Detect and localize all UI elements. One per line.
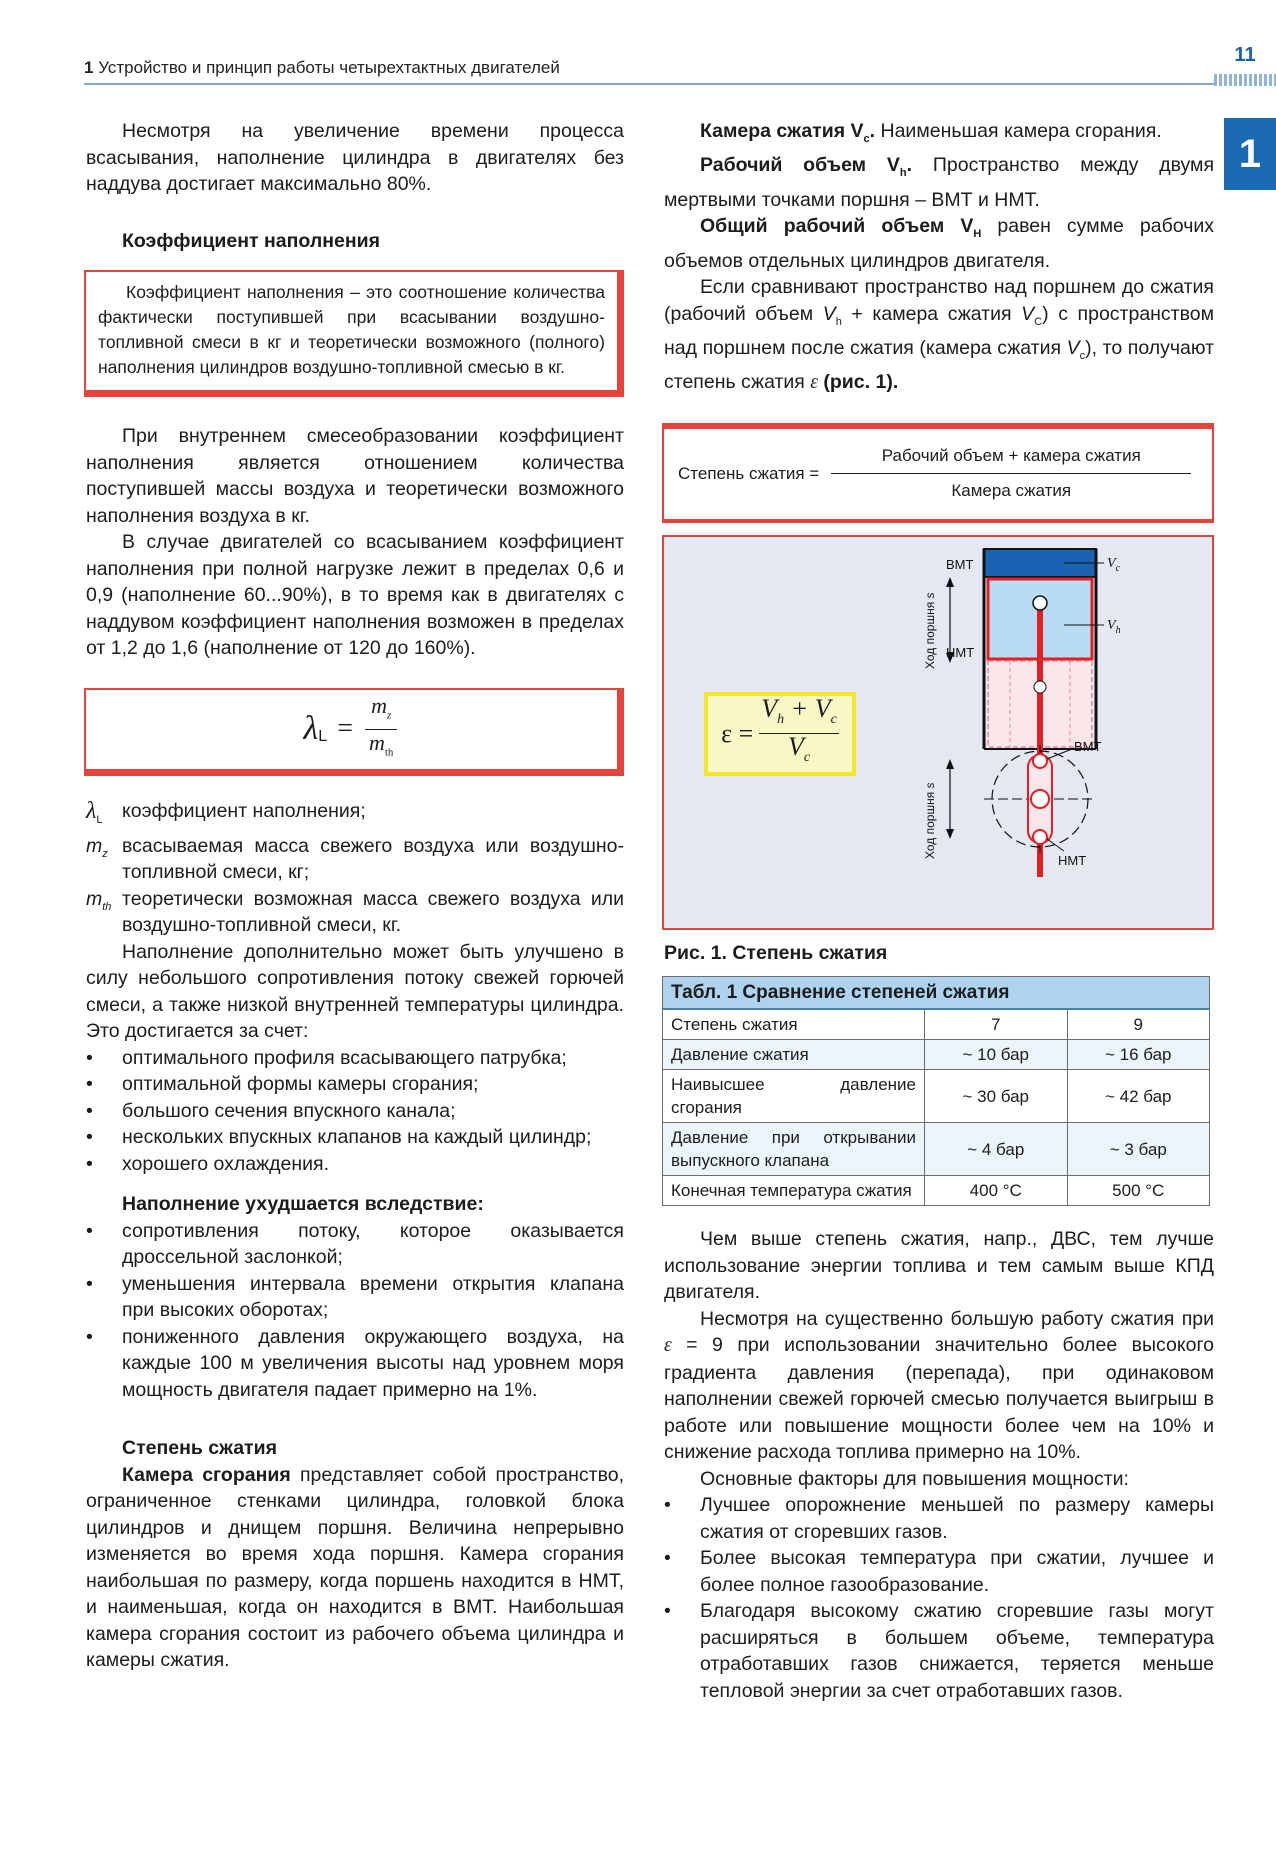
symbol-sub: th	[102, 900, 112, 913]
term-vn	[700, 215, 982, 241]
table-cell: Конечная температура сжатия	[663, 1176, 925, 1206]
running-header	[84, 58, 1214, 78]
ratio-fraction	[831, 443, 1191, 505]
list-item-text: Лучшее опорожнение меньшей по размеру камеры сжатия от сгоревших газов.	[700, 1494, 1214, 1543]
table-cell: ~ 42 бар	[1067, 1070, 1210, 1123]
label-nmt2: НМТ	[1058, 852, 1087, 868]
ff-vh-sub: h	[777, 711, 785, 727]
header-rule	[84, 83, 1214, 85]
list-item-text: хорошего охлаждения.	[122, 1152, 330, 1175]
formula-fraction	[363, 693, 399, 766]
label-vmt: ВМТ	[946, 556, 974, 572]
bullet-icon: •	[86, 1219, 93, 1242]
label-stroke2-text: Ход поршня	[923, 791, 937, 859]
paragraph-combustion-chamber	[86, 1462, 624, 1674]
bullet-icon: •	[664, 1600, 671, 1623]
combustion-chamber-text: представляет собой пространство, ограниченное стенками цилиндра, головкой блока цилиндров и днищем поршня. Величина непрерывно изменяется во время хода поршня. Камера сгорания наибольшая по размеру, когда поршень находится в НМТ, и наименьшая, когда он находится в ВМТ. Наибольшая камера сгорания состоит из рабочего объема цилиндра и камеры сжатия.	[86, 1463, 625, 1672]
stroke-arrow-up	[946, 577, 954, 587]
list-item-text: оптимальной формы камеры сгорания;	[122, 1073, 479, 1096]
symbol-key	[86, 798, 122, 833]
ff-plus-vc: + V	[790, 693, 831, 723]
list-item	[664, 1545, 1214, 1598]
heading-fill-worse: Наполнение ухудшается вследствие:	[122, 1193, 484, 1216]
list-item-text: Благодаря высокому сжатию сгоревшие газы могут расширяться в большем объеме, температура отработавших газов снижается, теряется меньше тепловой энергии за счет отработавших газов.	[700, 1600, 1214, 1702]
label-nmt: НМТ	[946, 644, 975, 660]
piston-pin	[1033, 596, 1047, 610]
symbol-char: λ	[86, 797, 97, 824]
list-item-text: большого сечения впускного канала;	[122, 1099, 456, 1122]
heading-compression: Степень сжатия	[122, 1437, 277, 1460]
definition-box	[84, 270, 624, 397]
compare-text: ) с пространством над поршнем после сжатия (камера сжатия	[664, 302, 1215, 360]
compare-epsilon: ε	[810, 372, 818, 394]
crank-pin-bottom	[1033, 830, 1047, 844]
left-column	[86, 118, 624, 1674]
list-item	[86, 1071, 624, 1098]
table-row	[663, 1123, 1210, 1176]
formula-numerator	[365, 693, 397, 730]
formula-num-sub: z	[387, 709, 392, 721]
list-item-text: Более высокая температура при сжатии, лучшее и более полное газообразование.	[700, 1547, 1214, 1596]
table-cell: 500 °C	[1067, 1176, 1210, 1206]
list-item	[86, 1045, 624, 1072]
bullet-icon: •	[664, 1494, 671, 1517]
list-item	[664, 1492, 1214, 1545]
crank-pin-mid	[1031, 790, 1049, 808]
ratio-numerator: Рабочий объем + камера сжатия	[831, 443, 1191, 475]
stroke2-arrow-down	[946, 829, 954, 839]
piston-pin-bdc	[1034, 681, 1046, 693]
ratio-label: Степень сжатия =	[678, 463, 820, 483]
list-item	[86, 1151, 624, 1178]
symbol-list	[86, 798, 624, 939]
symbol-key	[86, 886, 122, 939]
label-stroke-upper	[923, 592, 937, 669]
work-epsilon: ε	[664, 1335, 672, 1357]
table-cell: 400 °C	[925, 1176, 1068, 1206]
symbol-sub: z	[102, 847, 108, 860]
list-item	[86, 1324, 624, 1404]
symbol-desc: теоретически возможная масса свежего воздуха или воздушно-топливной смеси, кг.	[122, 887, 624, 937]
term-vh-sub: h	[899, 167, 907, 180]
term-vc-text: Наименьшая камера сгорания.	[880, 120, 1162, 142]
label-stroke2-sym: s	[923, 782, 937, 789]
symbol-desc: коэффициент наполнения;	[122, 799, 366, 822]
symbol-row	[86, 833, 624, 886]
comparison-table	[662, 976, 1210, 1206]
label-stroke-lower	[923, 782, 937, 859]
bullet-list-factors	[664, 1492, 1214, 1704]
compare-vc2: V	[1066, 337, 1080, 360]
work-text-b: = 9 при использовании значительно более высокого градиента давления (перепада), при одинаковом наполнении свежей горючей смесью получается выигрыш в работе или повышение мощности более чем на 10% и снижение расхода топлива примерно на 10%.	[664, 1334, 1214, 1464]
term-vh-label: Рабочий объем V	[700, 154, 900, 177]
label-vh-sub: h	[1115, 624, 1121, 636]
symbol-char: m	[86, 834, 103, 857]
paragraph-work	[664, 1306, 1214, 1466]
symbol-key	[86, 833, 122, 886]
table-title-row	[663, 977, 1210, 1010]
list-item-text: уменьшения интервала времени открытия клапана при высоких оборотах;	[122, 1272, 624, 1322]
stroke2-arrow-up	[946, 759, 954, 769]
chapter-title: Устройство и принцип работы четырехтактных двигателей	[98, 58, 560, 77]
table-cell: Степень сжатия	[663, 1009, 925, 1040]
bullet-icon: •	[664, 1547, 671, 1570]
bullet-icon: •	[86, 1272, 93, 1295]
label-vc-v: V	[1107, 555, 1116, 571]
bullet-icon: •	[86, 1099, 93, 1122]
definition-text: Коэффициент наполнения – это соотношение количества фактически поступившей при всасывании воздушно-топливной смеси в кг и теоретически возможного (полного) наполнения цилиндров воздушно-топливной смесью в кг.	[98, 282, 605, 377]
cylinder-diagram	[664, 537, 1212, 928]
term-vn-text: равен сумме рабочих объемов отдельных цилиндров двигателя.	[664, 215, 1215, 272]
right-column	[664, 118, 1214, 1704]
compare-vc-sub: C	[1034, 315, 1043, 328]
label-vmt2: ВМТ	[1074, 738, 1102, 754]
symbol-row	[86, 798, 624, 833]
formula-denominator	[363, 730, 399, 766]
ff-vc-den-sub: c	[803, 750, 811, 766]
fill-formula-box	[84, 688, 624, 776]
symbol-sub: L	[96, 813, 103, 826]
paragraph-efficiency: Чем выше степень сжатия, напр., ДВС, тем лучше использование энергии топлива и тем самым выше КПД двигателя.	[664, 1228, 1214, 1304]
list-item	[86, 1218, 624, 1271]
figure-caption: Рис. 1. Степень сжатия	[664, 941, 888, 964]
table-row	[663, 1009, 1210, 1040]
table-cell: ~ 4 бар	[925, 1123, 1068, 1176]
list-item-text: оптимального профиля всасывающего патрубка;	[122, 1046, 567, 1069]
paragraph-factors: Основные факторы для повышения мощности:	[700, 1467, 1129, 1490]
term-vn-label: Общий рабочий объем V	[700, 215, 974, 238]
heading-fill-coefficient: Коэффициент наполнения	[122, 229, 380, 252]
page-number: 11	[1234, 44, 1256, 66]
label-vc-sub: c	[1115, 562, 1121, 574]
bullet-icon: •	[86, 1152, 93, 1175]
table-cell: Давление при открывании выпускного клапана	[663, 1123, 925, 1176]
bullet-icon: •	[86, 1126, 93, 1149]
label-vc	[1107, 556, 1121, 574]
bullet-icon: •	[86, 1325, 93, 1348]
list-item-text: сопротивления потоку, которое оказывается дроссельной заслонкой;	[122, 1219, 624, 1269]
intro-paragraph: Несмотря на увеличение времени процесса всасывания, наполнение цилиндра в двигателях без наддува достигает максимально 80%.	[86, 120, 624, 195]
figure-reference: (рис. 1)	[823, 371, 893, 394]
paragraph-internal-mixing: При внутреннем смесеобразовании коэффициент наполнения является отношением количества поступившей массы воздуха и теоретически возможного наполнения воздуха в кг.	[86, 425, 624, 527]
figure-compression-ratio	[662, 535, 1214, 930]
compare-text: Если сравнивают пространство над поршнем до сжатия (рабочий объем	[664, 276, 1214, 325]
compare-text: + камера сжатия	[841, 302, 1022, 325]
term-vc-sub: c	[863, 132, 870, 145]
table-row	[663, 1176, 1210, 1206]
formula-lambda: λ	[303, 709, 319, 747]
chapter-tab: 1	[1224, 118, 1276, 190]
combustion-chamber-term: Камера сгорания	[122, 1463, 291, 1486]
term-vh: Рабочий объем $V_h$.	[700, 154, 913, 180]
list-item-text: пониженного давления окружающего воздуха, на каждые 100 м увеличения высоты над уровнем моря мощность двигателя падает примерно на 1%.	[122, 1325, 624, 1401]
table-cell: Давление сжатия	[663, 1040, 925, 1070]
symbol-desc: всасываемая масса свежего воздуха или воздушно-топливной смеси, кг;	[122, 834, 624, 884]
bullet-icon: •	[86, 1046, 93, 1069]
paragraph-vc	[664, 118, 1214, 152]
paragraph-vn	[664, 213, 1214, 274]
list-item	[664, 1598, 1214, 1704]
compare-vc2-sub: c	[1079, 349, 1086, 362]
term-vc: Камера сжатия $V_c$.	[700, 120, 876, 145]
bullet-list-improve	[86, 1045, 624, 1178]
list-item	[86, 1271, 624, 1324]
label-vh-v: V	[1107, 617, 1116, 633]
ratio-formula-box	[662, 423, 1214, 523]
symbol-char: m	[86, 887, 103, 910]
formula-equals: =	[337, 712, 353, 744]
table-cell: ~ 16 бар	[1067, 1040, 1210, 1070]
table-row	[663, 1070, 1210, 1123]
work-text-a: Несмотря на существенно большую работу сжатия при	[700, 1307, 1214, 1330]
term-vh-text: Пространство между двумя мертвыми точками поршня – ВМТ и НМТ.	[664, 154, 1215, 211]
list-item	[86, 1124, 624, 1151]
label-stroke-sym: s	[923, 592, 937, 599]
bullet-icon: •	[86, 1073, 93, 1096]
formula-den-sub: th	[384, 745, 394, 758]
bullet-list-worse	[86, 1218, 624, 1404]
label-vh	[1107, 618, 1121, 636]
table-row	[663, 1040, 1210, 1070]
ratio-denominator: Камера сжатия	[951, 481, 1072, 501]
compare-text: ), то получают степень сжатия	[664, 337, 1215, 394]
formula-num-m: m	[371, 692, 388, 718]
term-vc-label: Камера сжатия V	[700, 120, 864, 142]
formula-den-m: m	[368, 729, 385, 755]
compare-vh: V	[822, 302, 836, 325]
leader-vmt2	[1047, 749, 1072, 759]
ff-vc-sub: c	[830, 711, 837, 727]
table-cell: Наивысшее давление сгорания	[663, 1070, 925, 1123]
list-item-text: нескольких впускных клапанов на каждый цилиндр;	[122, 1126, 592, 1149]
compare-vh-sub: h	[835, 315, 842, 328]
list-item	[86, 1098, 624, 1125]
table-cell: 9	[1067, 1009, 1210, 1040]
header-stripe	[1214, 74, 1276, 86]
formula-lambda-sub: L	[318, 727, 328, 745]
table-cell: 7	[925, 1009, 1068, 1040]
term-vn-sub: H	[973, 228, 982, 241]
table-title: Табл. 1 Сравнение степеней сжатия	[663, 977, 1210, 1010]
fill-formula	[304, 693, 400, 766]
leader-nmt2	[1047, 839, 1064, 851]
table-cell: ~ 3 бар	[1067, 1123, 1210, 1176]
symbol-row	[86, 886, 624, 939]
ff-vh: V	[761, 693, 778, 723]
crank-pin-top	[1033, 754, 1047, 768]
compare-vc: V	[1021, 302, 1035, 325]
figure-formula-epsilon: ε =	[721, 718, 754, 748]
table-cell: ~ 10 бар	[925, 1040, 1068, 1070]
table-cell: ~ 30 бар	[925, 1070, 1068, 1123]
paragraph-vh	[664, 152, 1214, 213]
ff-vc: V	[787, 732, 804, 762]
compare-end: .	[892, 371, 899, 394]
paragraph-improve-fill: Наполнение дополнительно может быть улучшено в силу небольшого сопротивления потоку свежей горючей смеси, а также низкой внутренней температуры цилиндра. Это достигается за счет:	[86, 940, 624, 1043]
paragraph-compare	[664, 274, 1214, 397]
paragraph-fill-range: В случае двигателей со всасыванием коэффициент наполнения при полной нагрузке лежит в пределах 0,6 и 0,9 (наполнение 60...90%), в то время как в двигателях с наддувом коэффициент наполнения возможен в пределах от 1,2 до 1,6 (наполнение от 120 до 160%).	[86, 531, 624, 659]
chapter-number: 1	[84, 58, 94, 77]
label-stroke-text: Ход поршня	[923, 601, 937, 669]
